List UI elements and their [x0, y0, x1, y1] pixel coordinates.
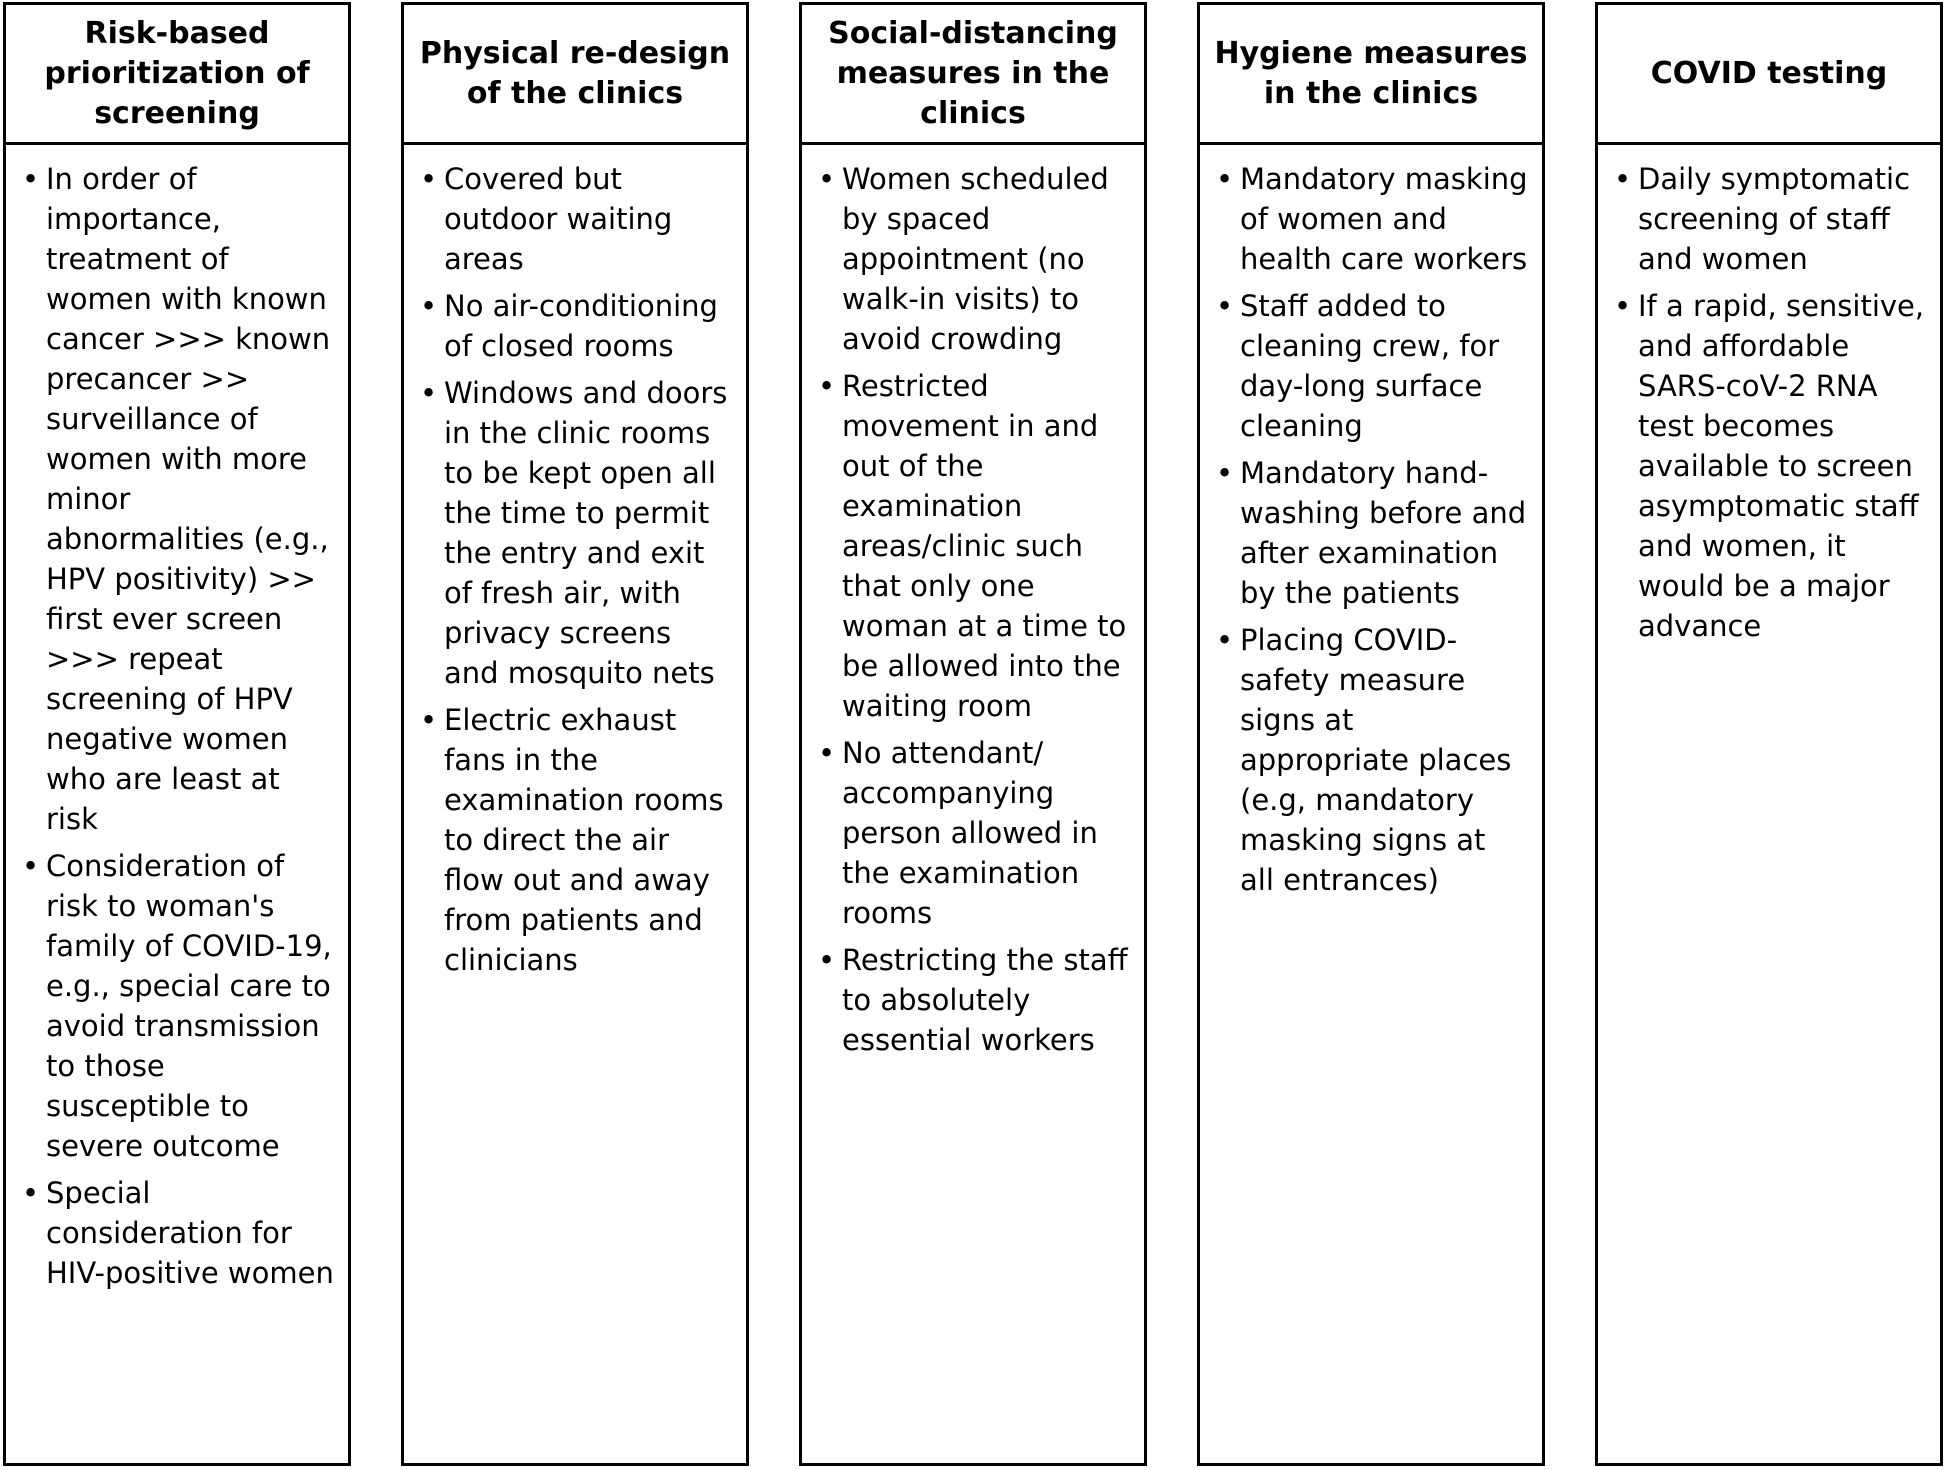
- column-header: [6, 5, 348, 145]
- bullet-icon: •: [420, 376, 438, 410]
- bullet-text: Women scheduled by spaced appointment (no walk-in visits) to avoid crowding: [842, 162, 1109, 356]
- bullet-icon: •: [420, 289, 438, 323]
- bullet-text: Windows and doors in the clinic rooms to be kept open all the time to permit the entry and exit of fresh air, with privacy screens and mosquito nets: [444, 376, 728, 690]
- column-header: [1200, 5, 1542, 145]
- column-body: [1598, 145, 1940, 646]
- bullet-list: [20, 159, 334, 1293]
- column-hygiene: [1197, 2, 1545, 1466]
- bullet-icon: •: [1614, 162, 1632, 196]
- bullet-item: [418, 286, 732, 366]
- bullet-text: Mandatory hand-washing before and after examination by the patients: [1240, 456, 1527, 610]
- bullet-list: [1214, 159, 1528, 900]
- bullet-list: [418, 159, 732, 980]
- bullet-item: [20, 846, 334, 1166]
- column-body: [802, 145, 1144, 1060]
- column-social-distancing: [799, 2, 1147, 1466]
- bullet-icon: •: [1614, 289, 1632, 323]
- bullet-text: Restricted movement in and out of the examination areas/clinic such that only one woman at a time to be allowed into the waiting room: [842, 369, 1127, 723]
- column-title: Physical re-design of the clinics: [419, 35, 731, 111]
- bullet-text: Mandatory masking of women and health care workers: [1240, 162, 1528, 276]
- bullet-icon: •: [1216, 623, 1234, 657]
- bullet-icon: •: [1216, 456, 1234, 490]
- bullet-item: [418, 373, 732, 693]
- column-title: Hygiene measures in the clinics: [1214, 35, 1528, 111]
- bullet-icon: •: [818, 943, 836, 977]
- bullet-text: Covered but outdoor waiting areas: [444, 162, 673, 276]
- bullet-text: Electric exhaust fans in the examination rooms to direct the air flow out and away from patients and clinicians: [444, 703, 724, 977]
- bullet-item: [20, 1173, 334, 1293]
- bullet-list: [816, 159, 1130, 1060]
- bullet-icon: •: [420, 703, 438, 737]
- column-covid-testing: [1595, 2, 1943, 1466]
- bullet-icon: •: [1216, 289, 1234, 323]
- bullet-icon: •: [22, 162, 40, 196]
- bullet-icon: •: [818, 736, 836, 770]
- column-title: Risk-based prioritization of screening: [44, 15, 310, 131]
- bullet-text: In order of importance, treatment of women with known cancer >>> known precancer >> surveillance of women with more minor abnormalities (e.g., HPV positivity) >> first ever screen >>> repeat screening of HPV negative women who are least at risk: [46, 162, 331, 836]
- bullet-text: Restricting the staff to absolutely essential workers: [842, 943, 1128, 1057]
- column-header: [802, 5, 1144, 145]
- bullet-icon: •: [22, 1176, 40, 1210]
- bullet-item: [1612, 286, 1926, 646]
- column-body: [1200, 145, 1542, 900]
- bullet-text: Placing COVID-safety measure signs at appropriate places (e.g, mandatory masking signs at all entrances): [1240, 623, 1512, 897]
- column-header: [1598, 5, 1940, 145]
- bullet-item: [418, 159, 732, 279]
- bullet-icon: •: [818, 369, 836, 403]
- bullet-text: Consideration of risk to woman's family of COVID-19, e.g., special care to avoid transmission to those susceptible to severe outcome: [46, 849, 332, 1163]
- column-body: [404, 145, 746, 980]
- bullet-item: [1214, 453, 1528, 613]
- column-body: [6, 145, 348, 1293]
- bullet-item: [816, 366, 1130, 726]
- bullet-item: [1214, 286, 1528, 446]
- bullet-icon: •: [420, 162, 438, 196]
- bullet-item: [20, 159, 334, 839]
- bullet-item: [816, 159, 1130, 359]
- bullet-item: [418, 700, 732, 980]
- column-header: [404, 5, 746, 145]
- bullet-text: Staff added to cleaning crew, for day-long surface cleaning: [1240, 289, 1500, 443]
- column-physical-redesign: [401, 2, 749, 1466]
- column-title: COVID testing: [1650, 55, 1888, 91]
- bullet-item: [1612, 159, 1926, 279]
- column-title: Social-distancing measures in the clinics: [828, 15, 1118, 131]
- bullet-text: Daily symptomatic screening of staff and women: [1638, 162, 1911, 276]
- column-risk-prioritization: [3, 2, 351, 1466]
- bullet-icon: •: [818, 162, 836, 196]
- bullet-text: Special consideration for HIV-positive women: [46, 1176, 334, 1290]
- bullet-text: No attendant/ accompanying person allowed in the examination rooms: [842, 736, 1098, 930]
- bullet-list: [1612, 159, 1926, 646]
- bullet-text: If a rapid, sensitive, and affordable SARS-coV-2 RNA test becomes available to screen asymptomatic staff and women, it would be a major advance: [1638, 289, 1925, 643]
- bullet-icon: •: [1216, 162, 1234, 196]
- bullet-item: [1214, 620, 1528, 900]
- bullet-icon: •: [22, 849, 40, 883]
- bullet-item: [1214, 159, 1528, 279]
- bullet-text: No air-conditioning of closed rooms: [444, 289, 718, 363]
- bullet-item: [816, 733, 1130, 933]
- bullet-item: [816, 940, 1130, 1060]
